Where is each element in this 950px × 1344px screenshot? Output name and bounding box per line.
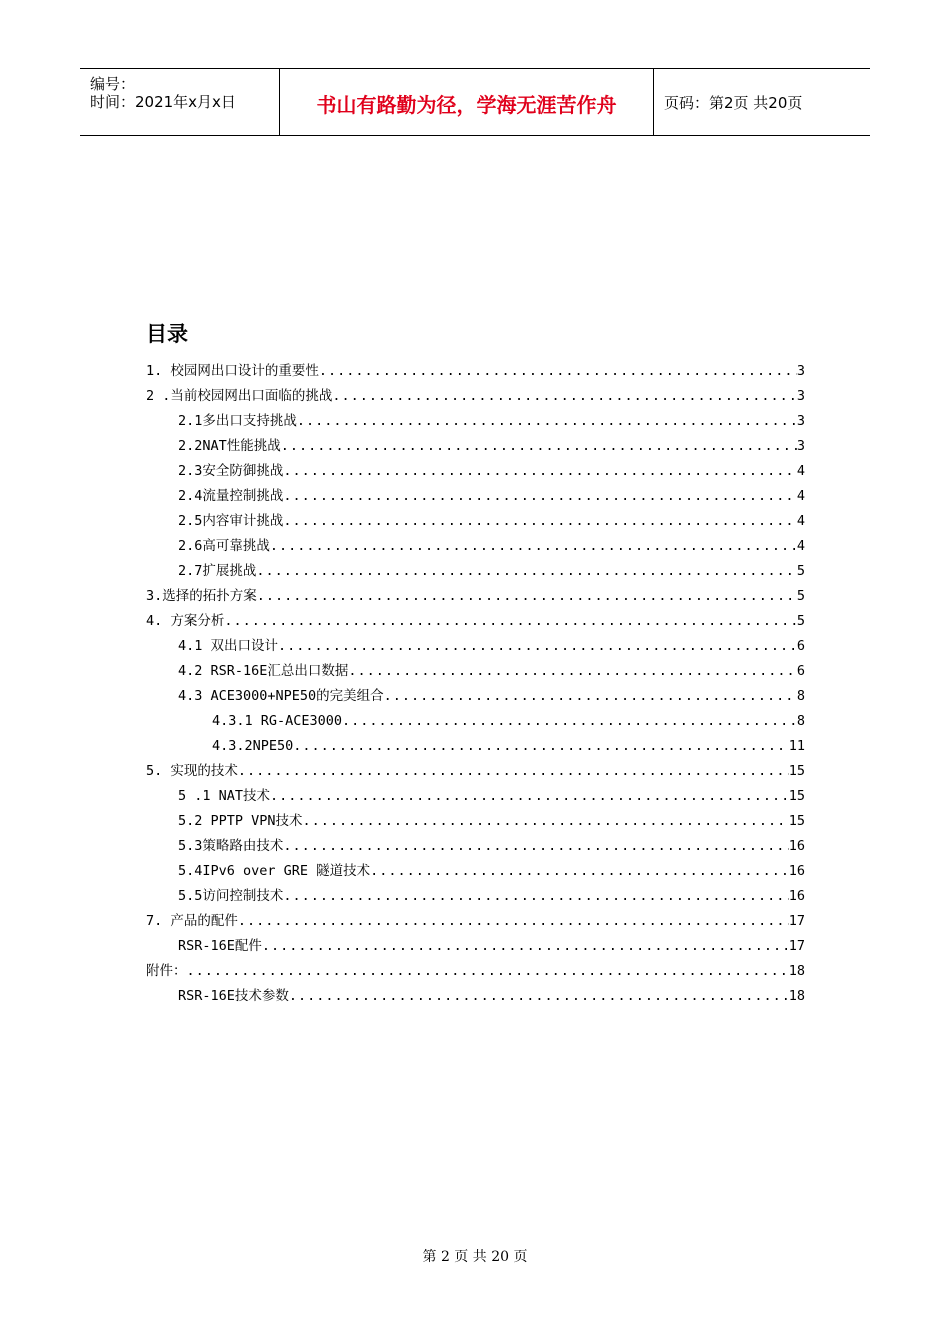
toc-entry-page: 3	[796, 438, 805, 454]
toc-entry[interactable]	[178, 934, 805, 954]
toc-entry-page: 8	[796, 713, 805, 729]
toc-leader-dots	[238, 913, 789, 929]
toc-entry-text: 4.3.2NPE50	[212, 738, 294, 754]
header-page-info: 页码：第2页 共20页	[664, 93, 803, 112]
toc-entry-page: 18	[788, 963, 805, 979]
toc-entry-text: 4. 方案分析	[146, 613, 225, 629]
header-meta	[80, 69, 280, 135]
toc-entry-text: 4.3.1 RG-ACE3000	[212, 713, 343, 729]
toc-leader-dots	[281, 438, 797, 454]
toc-entry[interactable]	[178, 784, 805, 804]
toc-entry-text: 2.6高可靠挑战	[178, 538, 270, 554]
toc-entry-text: RSR-16E配件	[178, 938, 262, 954]
toc-leader-dots	[283, 838, 788, 854]
toc-entry-page: 3	[796, 388, 805, 404]
code-label: 编号：	[90, 75, 136, 93]
toc-entry[interactable]	[178, 884, 805, 904]
toc-entry-page: 16	[788, 888, 805, 904]
toc-entry-page: 18	[788, 988, 805, 1004]
toc-leader-dots	[332, 388, 796, 404]
toc-entry-page: 4	[796, 463, 805, 479]
toc-entry-text: 4.3 ACE3000+NPE50的完美组合	[178, 688, 384, 704]
toc-entry-page: 6	[796, 663, 805, 679]
toc-entry-text: 附件：	[146, 963, 187, 979]
page-header	[80, 68, 870, 136]
toc-entry-text: 7. 产品的配件	[146, 913, 238, 929]
toc-entry[interactable]	[178, 459, 805, 479]
toc-entry-text: 2.2NAT性能挑战	[178, 438, 281, 454]
toc-entry-text: 5.5访问控制技术	[178, 888, 284, 904]
time-label: 时间：2021年x月x日	[90, 93, 236, 111]
toc-entry[interactable]	[178, 509, 805, 529]
toc-leader-dots	[289, 988, 789, 1004]
toc-leader-dots	[256, 563, 796, 579]
toc-entry-page: 4	[796, 513, 805, 529]
toc-entry[interactable]	[178, 659, 805, 679]
toc-leader-dots	[278, 638, 797, 654]
toc-entry-page: 17	[788, 938, 805, 954]
toc-entry[interactable]	[146, 359, 805, 379]
toc-entry[interactable]	[146, 384, 805, 404]
toc-leader-dots	[370, 863, 789, 879]
toc-leader-dots	[293, 738, 788, 754]
toc-entry-page: 16	[788, 863, 805, 879]
toc-entry[interactable]	[178, 484, 805, 504]
toc-leader-dots	[319, 363, 797, 379]
toc-entry[interactable]	[178, 409, 805, 429]
toc-leader-dots	[224, 613, 796, 629]
toc-entry-page: 3	[796, 413, 805, 429]
toc-entry-text: 1. 校园网出口设计的重要性	[146, 363, 319, 379]
toc-entry-page: 6	[796, 638, 805, 654]
toc-entry-text: 2.4流量控制挑战	[178, 488, 284, 504]
toc-entry-page: 11	[788, 738, 805, 754]
toc-entry-page: 4	[796, 488, 805, 504]
toc-entry[interactable]	[178, 634, 805, 654]
toc-leader-dots	[384, 688, 797, 704]
toc-entry-text: 3.选择的拓扑方案	[146, 588, 257, 604]
toc-entry[interactable]	[178, 834, 805, 854]
toc-entry-page: 4	[796, 538, 805, 554]
toc-entry-page: 5	[796, 563, 805, 579]
toc-leader-dots	[187, 963, 789, 979]
toc-entry-text: 5 .1 NAT技术	[178, 788, 271, 804]
toc-entry-text: 2.3安全防御挑战	[178, 463, 284, 479]
toc-entry-page: 16	[788, 838, 805, 854]
toc-entry-page: 5	[796, 588, 805, 604]
header-motto: 书山有路勤为径，学海无涯苦作舟	[280, 69, 654, 135]
toc-entry-page: 17	[788, 913, 805, 929]
toc-entry-text: 5.2 PPTP VPN技术	[178, 813, 303, 829]
toc-leader-dots	[270, 538, 797, 554]
toc-entry[interactable]	[178, 534, 805, 554]
toc-entry[interactable]	[146, 959, 805, 979]
toc-entry-text: 5. 实现的技术	[146, 763, 238, 779]
toc-entry[interactable]	[178, 684, 805, 704]
toc-title: 目录	[146, 322, 188, 346]
toc-leader-dots	[238, 763, 789, 779]
toc-entry-text: 4.1 双出口设计	[178, 638, 279, 654]
toc-entry-text: RSR-16E技术参数	[178, 988, 289, 1004]
toc-entry-text: 5.3策略路由技术	[178, 838, 284, 854]
toc-entry[interactable]	[146, 609, 805, 629]
toc-entry[interactable]	[146, 909, 805, 929]
toc-entry-text: 2.7扩展挑战	[178, 563, 257, 579]
page-footer: 第 2 页 共 20 页	[422, 1249, 528, 1265]
toc-entry[interactable]	[212, 734, 805, 754]
toc-entry[interactable]	[146, 759, 805, 779]
toc-entry-page: 3	[796, 363, 805, 379]
toc-entry-text: 4.2 RSR-16E汇总出口数据	[178, 663, 349, 679]
toc-entry[interactable]	[178, 434, 805, 454]
toc-entry[interactable]	[178, 809, 805, 829]
toc-entry-text: 2.1多出口支持挑战	[178, 413, 297, 429]
toc-entry[interactable]	[212, 709, 805, 729]
toc-entry[interactable]	[178, 984, 805, 1004]
toc-entry-page: 15	[788, 788, 805, 804]
toc-leader-dots	[262, 938, 789, 954]
toc-entry-text: 2 .当前校园网出口面临的挑战	[146, 388, 333, 404]
toc-leader-dots	[257, 588, 797, 604]
toc-entry[interactable]	[146, 584, 805, 604]
toc-entry-page: 5	[796, 613, 805, 629]
toc-leader-dots	[342, 713, 797, 729]
toc-entry-text: 2.5内容审计挑战	[178, 513, 284, 529]
toc-entry-page: 8	[796, 688, 805, 704]
toc-entry[interactable]	[178, 859, 805, 879]
toc-leader-dots	[283, 888, 788, 904]
toc-leader-dots	[270, 788, 789, 804]
toc-leader-dots	[283, 513, 796, 529]
toc-entry-page: 15	[788, 813, 805, 829]
toc-entry[interactable]	[178, 559, 805, 579]
toc-leader-dots	[297, 413, 797, 429]
toc-entry-page: 15	[788, 763, 805, 779]
toc-leader-dots	[303, 813, 789, 829]
toc-leader-dots	[348, 663, 796, 679]
toc-entry-text: 5.4IPv6 over GRE 隧道技术	[178, 863, 371, 879]
toc-leader-dots	[283, 463, 796, 479]
toc-leader-dots	[283, 488, 796, 504]
